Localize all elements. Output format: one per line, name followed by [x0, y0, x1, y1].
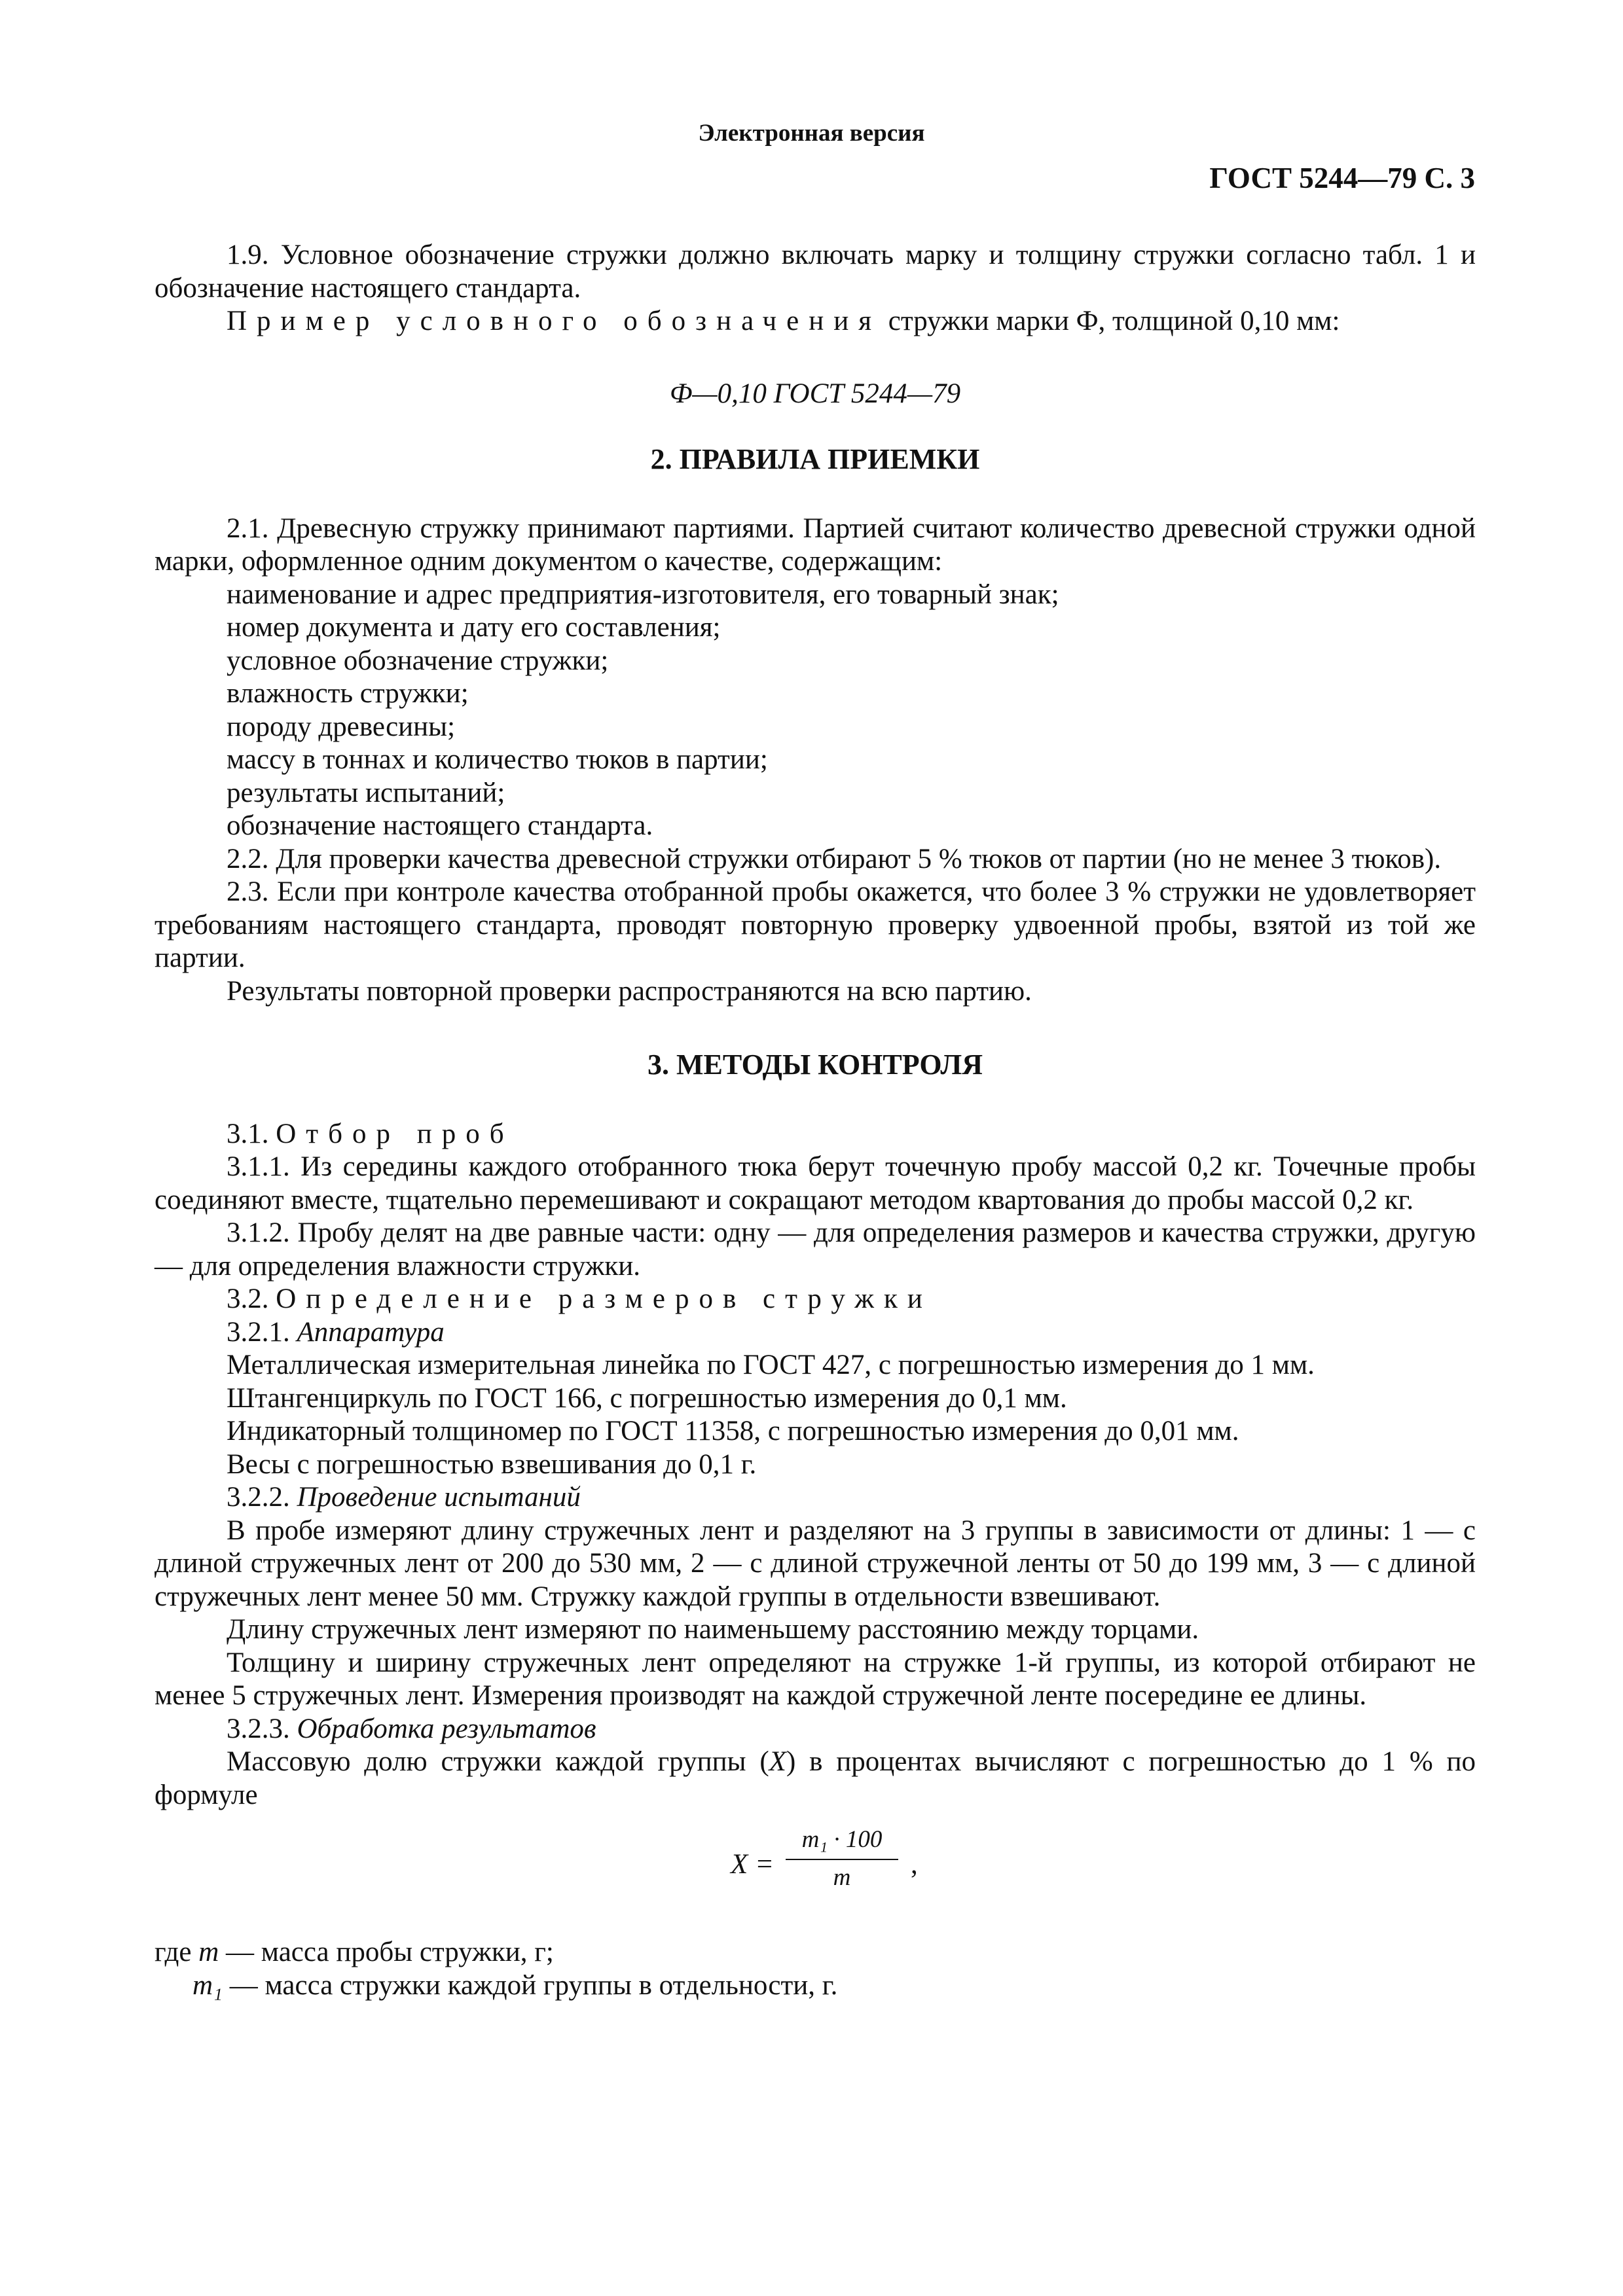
subsection-3-2-title: Определение размеров стружки: [276, 1283, 932, 1314]
list-item: массу в тоннах и количество тюков в партии;: [227, 744, 768, 775]
paragraph-3-1-1: 3.1.1. Из середины каждого отобранного тюка берут точечную пробу массой 0,2 кг. Точечные пробы соединяют вместе, тщательно перемешивают и сокращают методом квартования до пробы массой 0,2 кг.: [155, 1151, 1476, 1215]
list-item: номер документа и дату его составления;: [227, 612, 721, 643]
subsection-3-2-3-title: Обработка результатов: [297, 1713, 596, 1744]
subsection-3-2: [155, 1283, 1476, 1316]
equipment-item: Металлическая измерительная линейка по ГОСТ 427, с погрешностью измерения до 1 мм.: [227, 1350, 1315, 1380]
where-prefix: где: [155, 1937, 199, 1967]
subsection-3-2-2-title: Проведение испытаний: [297, 1482, 581, 1513]
electronic-version-label: Электронная версия: [698, 120, 925, 147]
list-item: обозначение настоящего стандарта.: [227, 810, 653, 841]
paragraph-2-2: 2.2. Для проверки качества древесной стружки отбирают 5 % тюков от партии (но не менее 3 тюков).: [227, 843, 1442, 874]
paragraph-test-3: Толщину и ширину стружечных лент определяют на стружке 1-й группы, из которой отбирают не менее 5 стружечных лент. Измерения производят на каждой стружечной ленте посередине ее длины.: [155, 1647, 1476, 1711]
equipment-item: Индикаторный толщиномер по ГОСТ 11358, с погрешностью измерения до 0,01 мм.: [227, 1416, 1239, 1446]
subsection-3-1-number: 3.1.: [227, 1118, 276, 1149]
where-variable-m1: m₁: [192, 1969, 223, 2001]
paragraph-mass-fraction: [155, 1746, 1476, 1812]
paragraph-2-1: 2.1. Древесную стружку принимают партиями. Партией считают количество древесной стружки одной марки, оформленное одним документом о качестве, содержащим:: [155, 512, 1476, 577]
paragraph-2-3: 2.3. Если при контроле качества отобранной пробы окажется, что более 3 % стружки не удовлетворяет требованиям настоящего стандарта, проводят повторную проверку удвоенной пробы, взятой из той же партии.: [155, 876, 1476, 973]
formula-denominator: m: [833, 1864, 851, 1891]
equipment-item: Штангенциркуль по ГОСТ 166, с погрешностью измерения до 0,1 мм.: [227, 1382, 1067, 1414]
formula-numerator: m₁ · 100: [801, 1826, 883, 1853]
where-1-text: — масса пробы стружки, г;: [219, 1937, 554, 1967]
example-line: [155, 305, 1476, 338]
formula-fraction: [783, 1825, 901, 1893]
paragraph-1-9: 1.9. Условное обозначение стружки должно включать марку и толщину стружки согласно табл. 1 и обозначение настоящего стандарта.: [155, 240, 1476, 304]
paragraph-test-1: В пробе измеряют длину стружечных лент и разделяют на 3 группы в зависимости от длины: 1 — с длиной стружечных лент от 200 до 530 мм, 2 — с длиной стружечной ленты от 50 до 199 мм, 3 — с длиной стружечных лент менее 50 мм. Стружку каждой группы в отдельности взвешивают.: [155, 1515, 1476, 1612]
where-2-text: — масса стружки каждой группы в отдельности, г.: [223, 1969, 838, 2001]
equipment-item: Весы с погрешностью взвешивания до 0,1 г.: [227, 1448, 757, 1480]
example-spaced-label: Пример условного обозначения: [227, 306, 882, 336]
example-rest: стружки марки Ф, толщиной 0,10 мм:: [881, 306, 1340, 336]
marking-example: Ф—0,10 ГОСТ 5244—79: [669, 378, 961, 409]
subsection-3-2-1-number: 3.2.1.: [227, 1316, 297, 1348]
fraction-bar: [786, 1859, 898, 1860]
page-code: ГОСТ 5244—79 С. 3: [1209, 162, 1475, 194]
list-item: условное обозначение стружки;: [227, 645, 609, 676]
list-item: наименование и адрес предприятия-изготовителя, его товарный знак;: [227, 579, 1059, 610]
mass-text-b: ) в процентах вычисляют с погрешностью до 1 % по формуле: [155, 1746, 1476, 1810]
section-3-title: 3. МЕТОДЫ КОНТРОЛЯ: [647, 1049, 983, 1081]
list-item: влажность стружки;: [227, 678, 469, 709]
mass-text-a: Массовую долю стружки каждой группы (: [227, 1746, 769, 1777]
formula-lhs: X =: [731, 1849, 775, 1880]
subsection-3-2-2-number: 3.2.2.: [227, 1482, 297, 1513]
subsection-3-2-number: 3.2.: [227, 1283, 276, 1314]
subsection-3-2-3: [155, 1713, 1476, 1746]
where-line-2: [155, 1969, 1476, 2003]
paragraph-3-1-2: 3.1.2. Пробу делят на две равные части: одну — для определения размеров и качества стружки, другую — для определения влажности стружки.: [155, 1217, 1476, 1282]
subsection-3-1: [155, 1118, 1476, 1151]
mass-variable-x: X: [769, 1746, 786, 1777]
list-item: породу древесины;: [227, 711, 456, 742]
section-2-title: 2. ПРАВИЛА ПРИЕМКИ: [650, 443, 980, 475]
subsection-3-2-2: [155, 1481, 1476, 1515]
where-line-1: [155, 1936, 1476, 1969]
subsection-3-2-1: [155, 1316, 1476, 1350]
subsection-3-1-title: Отбор проб: [276, 1118, 514, 1149]
formula: [155, 1825, 1476, 1923]
document-body: [155, 239, 1476, 2002]
formula-comma: ,: [911, 1849, 918, 1880]
paragraph-test-2: Длину стружечных лент измеряют по наименьшему расстоянию между торцами.: [227, 1614, 1199, 1645]
subsection-3-2-1-title: Аппаратура: [297, 1316, 445, 1348]
where-variable-m: m: [198, 1937, 219, 1967]
subsection-3-2-3-number: 3.2.3.: [227, 1713, 297, 1744]
paragraph-results: Результаты повторной проверки распространяются на всю партию.: [227, 975, 1032, 1007]
list-item: результаты испытаний;: [227, 777, 505, 808]
